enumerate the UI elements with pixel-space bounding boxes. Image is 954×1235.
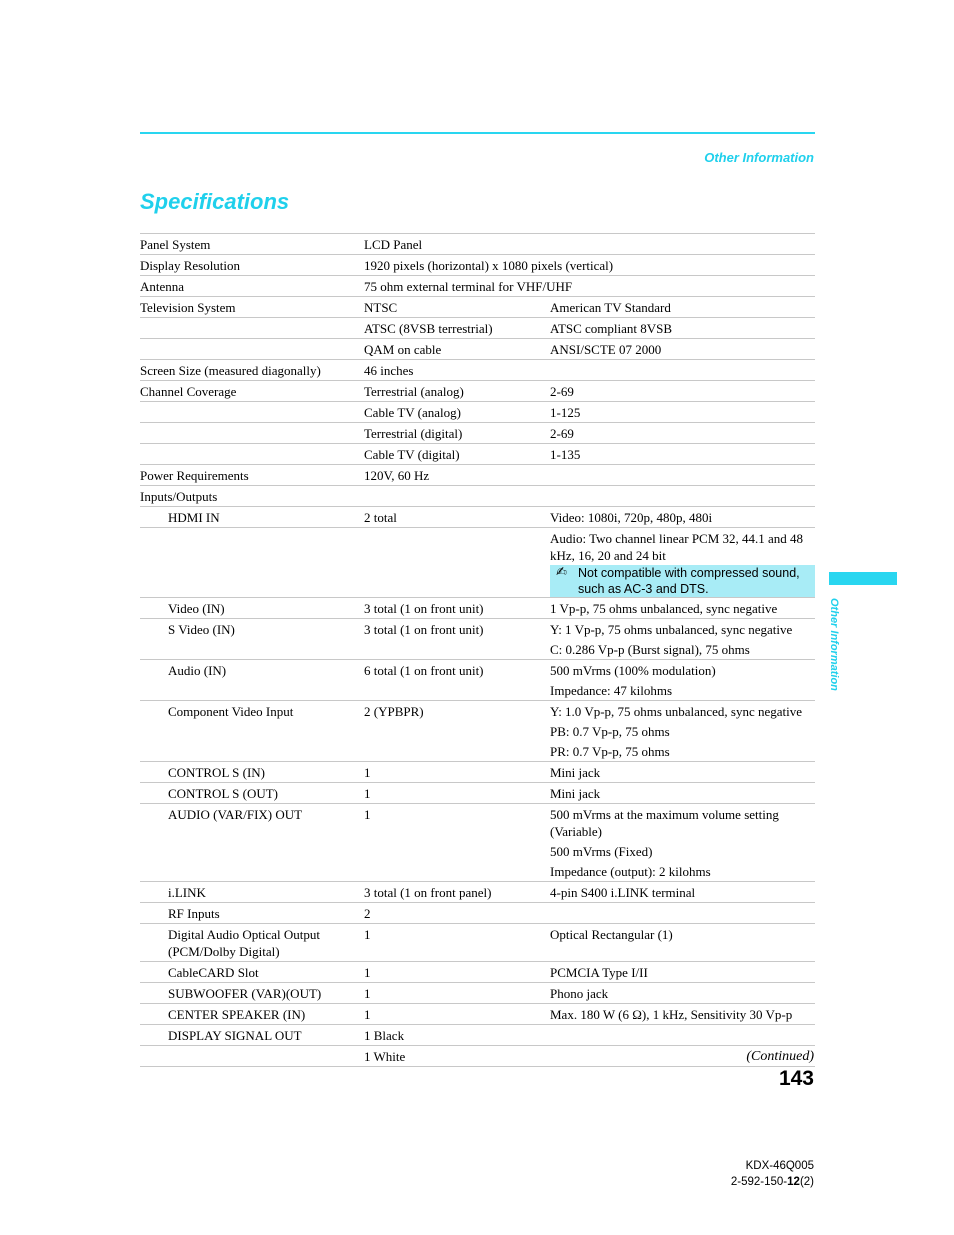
spec-value: NTSC [364,297,550,318]
spec-row-video-in [140,598,815,619]
spec-label: Inputs/Outputs [140,486,815,507]
spec-label: Television System [140,297,364,318]
spec-value: 2 total [364,507,550,528]
spec-label: Audio (IN) [140,660,364,681]
spec-detail: Audio: Two channel linear PCM 32, 44.1 and 48 kHz, 16, 20 and 24 bit [550,528,815,566]
spec-row-audio-var-fix-out [140,804,815,842]
spec-detail: Impedance: 47 kilohms [550,683,673,698]
spec-detail: Video: 1080i, 720p, 480p, 480i [550,507,815,528]
spec-label: CENTER SPEAKER (IN) [140,1004,364,1025]
spec-value: 2 [364,903,550,924]
spec-row-component-video [140,701,815,722]
spec-detail: Max. 180 W (6 Ω), 1 kHz, Sensitivity 30 Vp-p [550,1004,815,1025]
spec-row [140,741,815,762]
spec-row [140,528,815,566]
spec-row-center-speaker [140,1004,815,1025]
spec-row [140,639,815,660]
spec-row-cablecard-slot [140,962,815,983]
spec-value: 1920 pixels (horizontal) x 1080 pixels (vertical) [364,255,815,276]
model-number: KDX-46Q005 [745,1160,814,1172]
spec-value: 1 [364,962,550,983]
spec-label: CONTROL S (OUT) [140,783,364,804]
spec-value: 46 inches [364,360,815,381]
spec-label: DISPLAY SIGNAL OUT [140,1025,364,1046]
spec-value: 3 total (1 on front panel) [364,882,550,903]
note-box [550,565,815,597]
spec-value: 3 total (1 on front unit) [364,619,550,640]
page-title: Specifications [140,189,290,214]
spec-label: Component Video Input [140,701,364,722]
spec-row [140,339,815,360]
spec-detail: Impedance (output): 2 kilohms [550,864,711,879]
spec-detail: 500 mVrms at the maximum volume setting (Variable) [550,804,815,842]
spec-label: Screen Size (measured diagonally) [140,360,364,381]
spec-value: 120V, 60 Hz [364,465,815,486]
page-number: 143 [778,1067,814,1090]
spec-label: Video (IN) [140,598,364,619]
spec-detail: 500 mVrms (Fixed) [550,844,653,859]
spec-value: 75 ohm external terminal for VHF/UHF [364,276,815,297]
spec-label: Power Requirements [140,465,364,486]
spec-value: Cable TV (digital) [364,444,550,465]
spec-value: Cable TV (analog) [364,402,550,423]
spec-value: 6 total (1 on front unit) [364,660,550,681]
spec-label: Channel Coverage [140,381,364,402]
spec-row-hdmi-in [140,507,815,528]
spec-label: HDMI IN [140,507,364,528]
spec-value: LCD Panel [364,234,815,255]
spec-detail: 500 mVrms (100% modulation) [550,660,815,681]
spec-detail: PCMCIA Type I/II [550,962,815,983]
spec-row-digital-audio-optical [140,924,815,962]
spec-detail [550,903,815,924]
spec-detail: Mini jack [550,762,815,783]
spec-label: Panel System [140,234,364,255]
spec-row-note [140,565,815,598]
spec-label: AUDIO (VAR/FIX) OUT [140,804,364,842]
spec-value: 1 [364,983,550,1004]
spec-value: Terrestrial (digital) [364,423,550,444]
spec-row-channel-coverage [140,381,815,402]
spec-detail: Y: 1.0 Vp-p, 75 ohms unbalanced, sync negative [550,701,815,722]
spec-detail: PR: 0.7 Vp-p, 75 ohms [550,744,670,759]
side-tab-label: Other Information [828,598,840,691]
spec-row-subwoofer [140,983,815,1004]
spec-detail: C: 0.286 Vp-p (Burst signal), 75 ohms [550,642,750,657]
spec-detail: Y: 1 Vp-p, 75 ohms unbalanced, sync negative [550,619,815,640]
spec-detail: 2-69 [550,423,815,444]
spec-row [140,1046,815,1067]
spec-detail: 1-135 [550,444,815,465]
spec-detail: 2-69 [550,381,815,402]
side-tab-marker [829,572,897,585]
section-label: Other Information [704,150,814,165]
part-number: 2-592-150-12(2) [730,1176,814,1188]
spec-value: 1 [364,804,550,842]
spec-row-ilink [140,882,815,903]
spec-row [140,444,815,465]
spec-row [140,680,815,701]
spec-value: 1 [364,1004,550,1025]
spec-detail: PB: 0.7 Vp-p, 75 ohms [550,724,670,739]
spec-value: 1 White [364,1046,550,1067]
spec-detail: 4-pin S400 i.LINK terminal [550,882,815,903]
spec-detail: ANSI/SCTE 07 2000 [550,339,815,360]
spec-row-rf-inputs [140,903,815,924]
spec-value: 1 [364,924,550,962]
spec-label: SUBWOOFER (VAR)(OUT) [140,983,364,1004]
spec-label: S Video (IN) [140,619,364,640]
spec-row-control-s-in [140,762,815,783]
spec-row [140,402,815,423]
spec-row-television-system [140,297,815,318]
spec-row-power-requirements [140,465,815,486]
spec-value: 1 Black [364,1025,550,1046]
spec-row-panel-system [140,234,815,255]
note-text: Not compatible with compressed sound, such as AC-3 and DTS. [578,566,800,596]
spec-detail: American TV Standard [550,297,815,318]
spec-label: RF Inputs [140,903,364,924]
spec-row [140,861,815,882]
spec-row [140,423,815,444]
spec-detail: 1-125 [550,402,815,423]
spec-row [140,721,815,741]
spec-row [140,841,815,861]
specifications-table [140,233,815,1067]
spec-row-screen-size [140,360,815,381]
spec-label: Display Resolution [140,255,364,276]
spec-row-control-s-out [140,783,815,804]
spec-label: i.LINK [140,882,364,903]
spec-value: 3 total (1 on front unit) [364,598,550,619]
spec-row-display-signal-out [140,1025,815,1046]
spec-label: Digital Audio Optical Output (PCM/Dolby Digital) [140,924,364,962]
spec-row-audio-in [140,660,815,681]
spec-detail: 1 Vp-p, 75 ohms unbalanced, sync negative [550,598,815,619]
continued-label: (Continued) [746,1049,814,1064]
footer-model-info [731,1158,814,1190]
spec-detail: Optical Rectangular (1) [550,924,815,962]
spec-detail: Phono jack [550,983,815,1004]
spec-value: Terrestrial (analog) [364,381,550,402]
spec-row [140,318,815,339]
spec-row-s-video-in [140,619,815,640]
spec-detail: ATSC compliant 8VSB [550,318,815,339]
spec-detail [550,1025,815,1046]
spec-value: ATSC (8VSB terrestrial) [364,318,550,339]
header-rule [140,132,815,134]
spec-row-inputs-outputs [140,486,815,507]
spec-detail: Mini jack [550,783,815,804]
spec-row-display-resolution [140,255,815,276]
spec-label: CableCARD Slot [140,962,364,983]
spec-value: 1 [364,783,550,804]
pencil-note-icon: ✍ [556,564,567,579]
spec-value: QAM on cable [364,339,550,360]
spec-value: 2 (YPBPR) [364,701,550,722]
spec-label: Antenna [140,276,364,297]
spec-label: CONTROL S (IN) [140,762,364,783]
spec-row-antenna [140,276,815,297]
spec-value: 1 [364,762,550,783]
